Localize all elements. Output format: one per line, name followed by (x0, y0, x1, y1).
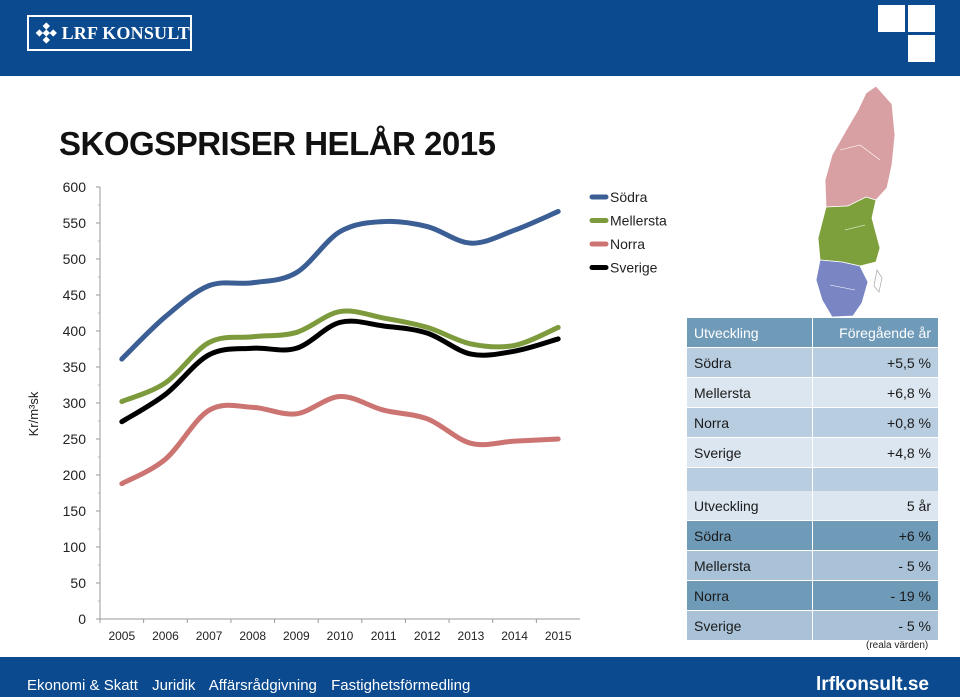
y-tick-label: 250 (62, 431, 86, 447)
y-tick-label: 500 (62, 251, 86, 267)
legend-label: Sverige (610, 259, 658, 276)
footer-link-fastighetsformedling[interactable]: Fastighetsförmedling (331, 677, 471, 694)
table-row (687, 438, 939, 468)
table-header-label: Utveckling (687, 491, 813, 521)
x-tick-label: 2013 (457, 629, 485, 643)
row-label: Mellersta (687, 551, 813, 581)
row-label: Sverige (687, 438, 813, 468)
y-tick-label: 350 (62, 359, 86, 375)
y-tick-label: 300 (62, 395, 86, 411)
map-region-mellersta (818, 197, 880, 266)
table-row (687, 521, 939, 551)
footer-link-juridik[interactable]: Juridik (152, 677, 196, 694)
map-region-sodra (816, 260, 868, 317)
y-tick-label: 100 (62, 539, 86, 555)
table-header-value: Föregående år (813, 318, 939, 348)
x-tick-label: 2008 (239, 629, 267, 643)
footer-link-affarsradgivning[interactable]: Affärsrådgivning (208, 677, 317, 694)
footer-bar (0, 657, 960, 697)
footer-links (27, 677, 480, 694)
map-island-gotland (874, 270, 882, 292)
table-row (687, 348, 939, 378)
y-tick-label: 0 (78, 611, 86, 627)
y-tick-label: 550 (62, 215, 86, 231)
table-note: (reala värden) (866, 640, 929, 651)
table-header-label: Utveckling (687, 318, 813, 348)
table-row (687, 581, 939, 611)
x-tick-label: 2014 (501, 629, 528, 643)
y-tick-label: 400 (62, 323, 86, 339)
row-value: - 5 % (813, 611, 939, 641)
table-five-years (687, 491, 939, 641)
table-header-row (687, 318, 939, 348)
legend-label: Södra (610, 189, 648, 205)
x-tick-label: 2009 (283, 629, 310, 643)
brand-name: LRF KONSULT (61, 22, 190, 43)
table-previous-year (687, 318, 939, 498)
x-tick-label: 2005 (108, 629, 136, 643)
y-tick-label: 50 (70, 575, 86, 591)
row-value: - 5 % (813, 551, 939, 581)
table-row (687, 551, 939, 581)
page-title: SKOGSPRISER HELÅR 2015 (59, 125, 496, 162)
row-label: Mellersta (687, 378, 813, 408)
x-tick-label: 2006 (152, 629, 179, 643)
x-tick-label: 2010 (326, 629, 354, 643)
footer-link-ekonomi[interactable]: Ekonomi & Skatt (27, 677, 138, 694)
y-axis-label: Kr/m³sk (26, 391, 41, 437)
row-label: Sverige (687, 611, 813, 641)
row-value: - 19 % (813, 581, 939, 611)
row-label: Norra (687, 581, 813, 611)
y-tick-label: 150 (62, 503, 86, 519)
y-tick-label: 200 (62, 467, 86, 483)
row-label: Södra (687, 521, 813, 551)
legend-label: Mellersta (610, 212, 667, 229)
x-tick-label: 2015 (544, 629, 572, 643)
y-tick-label: 450 (62, 287, 86, 303)
x-tick-label: 2012 (413, 629, 441, 643)
row-value: +4,8 % (813, 438, 939, 468)
footer-site-link[interactable]: lrfkonsult.se (816, 674, 929, 695)
table-row (687, 611, 939, 641)
legend-label: Norra (610, 236, 646, 252)
map-region-norra (825, 86, 895, 207)
table-row (687, 408, 939, 438)
table-header-value: 5 år (813, 491, 939, 521)
y-tick-label: 600 (62, 179, 86, 195)
row-value: +6,8 % (813, 378, 939, 408)
x-tick-label: 2011 (370, 629, 397, 643)
row-value: +6 % (813, 521, 939, 551)
row-label: Norra (687, 408, 813, 438)
table-row (687, 378, 939, 408)
row-value: +5,5 % (813, 348, 939, 378)
row-label: Södra (687, 348, 813, 378)
x-tick-label: 2007 (195, 629, 223, 643)
table-header-row (687, 491, 939, 521)
row-value: +0,8 % (813, 408, 939, 438)
